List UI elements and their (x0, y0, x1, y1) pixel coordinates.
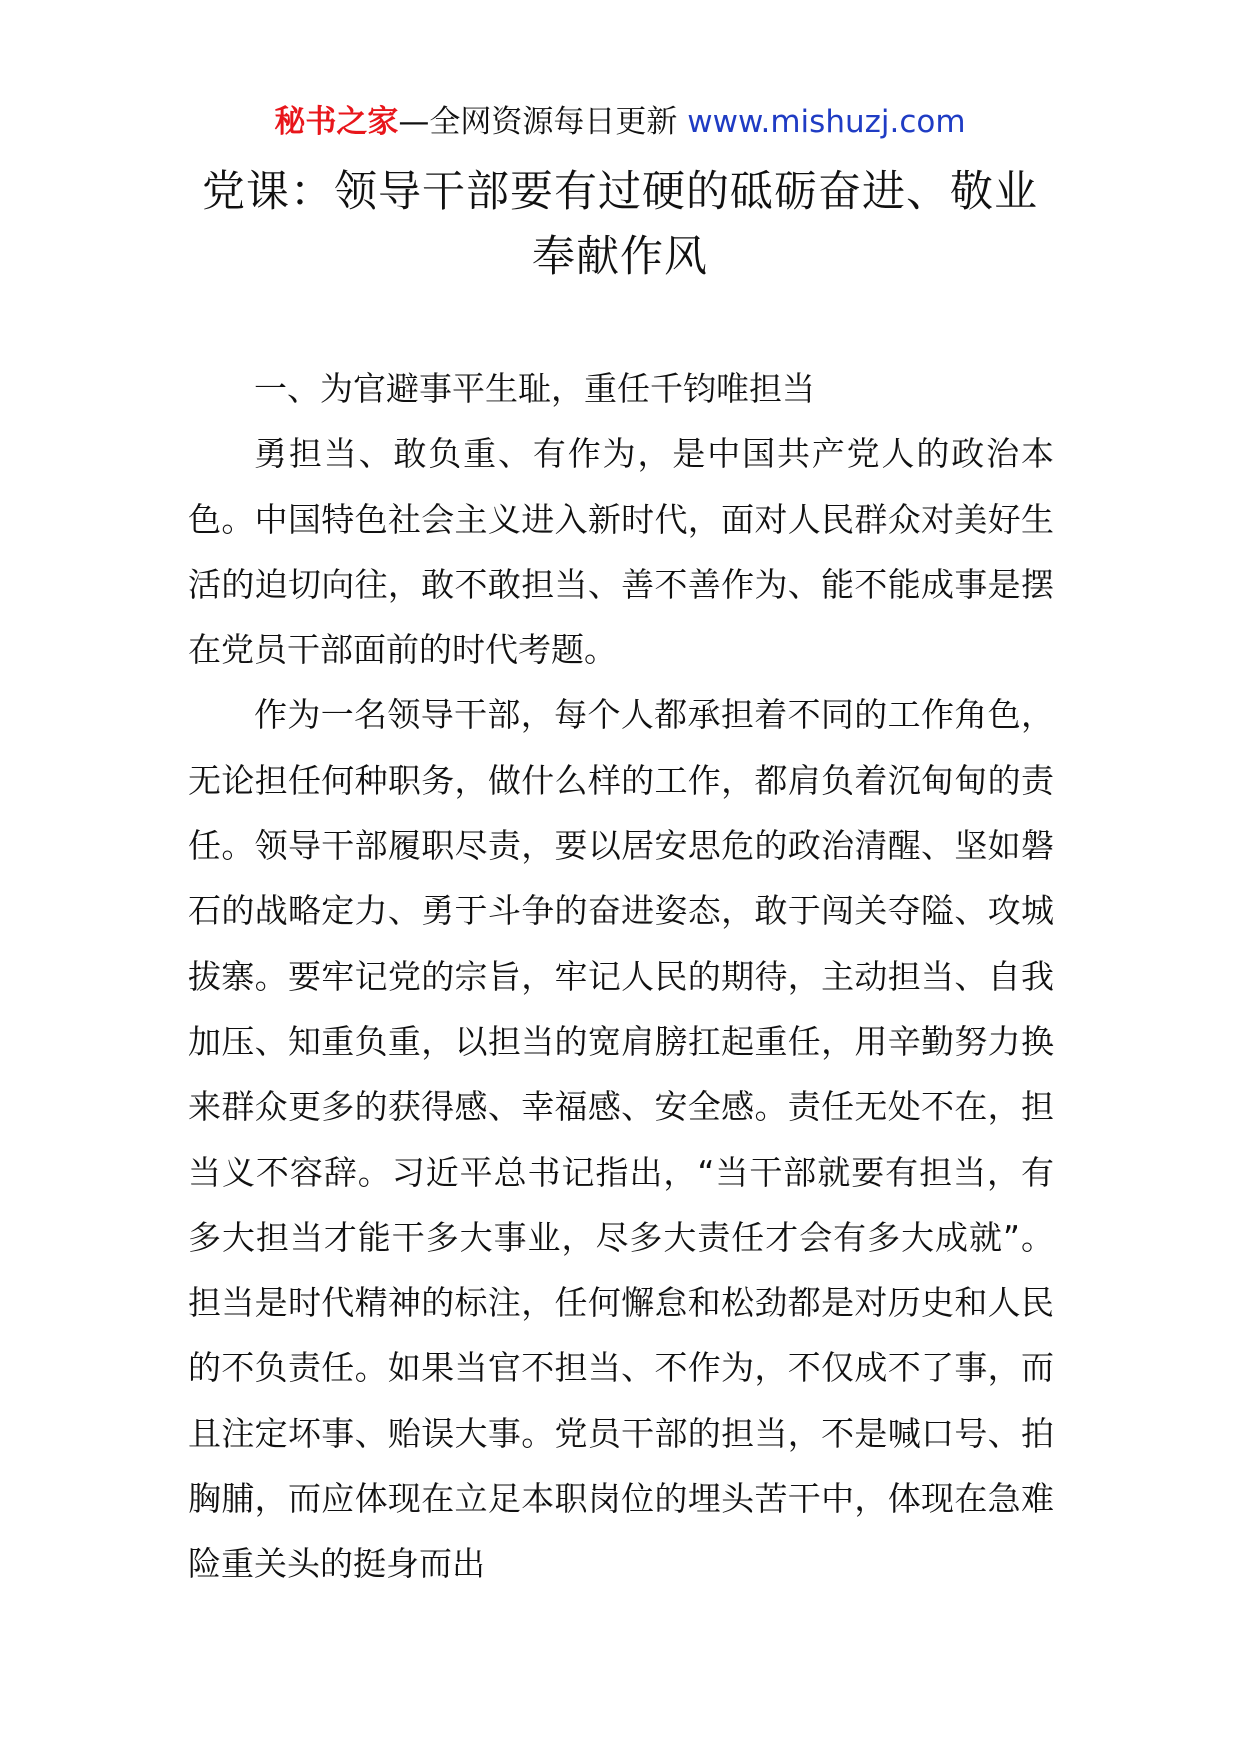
section-heading: 一、为官避事平生耻，重任千钧唯担当 (254, 369, 815, 408)
source-banner (0, 98, 1240, 146)
body-paragraph-2: 作为一名领导干部，每个人都承担着不同的工作角色，无论担任何种职务，做什么样的工作，都肩负着沉甸甸的责任。领导干部履职尽责，要以居安思危的政治清醒、坚如磐石的战略定力、勇于斗争的奋进姿态，敢于闯关夺隘、攻城拔寨。要牢记党的宗旨，牢记人民的期待，主动担当、自我加压、知重负重，以担当的宽肩膀扛起重任，用辛勤努力换来群众更多的获得感、幸福感、安全感。责任无处不在，担当义不容辞。习近平总书记指出，“当干部就要有担当，有多大担当才能干多大事业，尽多大责任才会有多大成就”。担当是时代精神的标注，任何懈怠和松劲都是对历史和人民的不负责任。如果当官不担当、不作为，不仅成不了事，而且注定坏事、贻误大事。党员干部的担当，不是喊口号、拍胸脯，而应体现在立足本职岗位的埋头苦干中，体现在急难险重关头的挺身而出 (188, 695, 1054, 1584)
website-link[interactable]: www.mishuzj.com (687, 104, 966, 140)
document-title: 党课：领导干部要有过硬的砥砺奋进、敬业奉献作风 (202, 167, 1038, 282)
banner-tagline: —全网资源每日更新 (398, 104, 688, 140)
document-body (188, 356, 1054, 1597)
brand-name: 秘书之家 (274, 104, 399, 140)
body-paragraph-1: 勇担当、敢负重、有作为，是中国共产党人的政治本色。中国特色社会主义进入新时代，面对人民群众对美好生活的迫切向往，敢不敢担当、善不善作为、能不能成事是摆在党员干部面前的时代考题。 (188, 434, 1054, 670)
